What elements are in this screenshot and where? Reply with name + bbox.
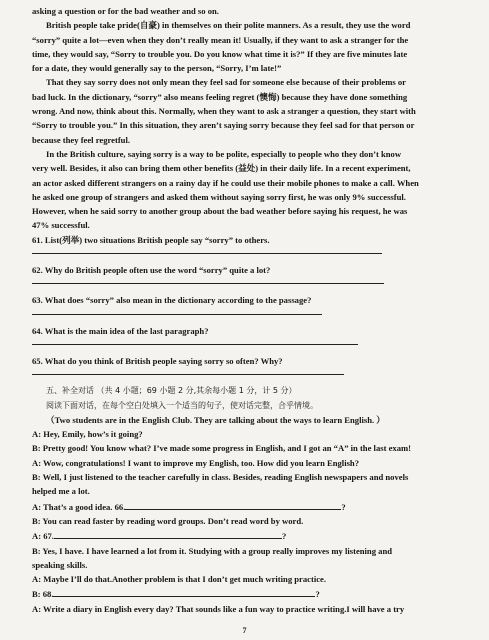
blank-68-suffix: ? [315,589,320,600]
question-64: 64. What is the main idea of the last paragraph? [32,325,209,336]
passage-line: for a date, they would generally say to the person, “Sorry, I’m late!” [32,63,282,74]
dialogue-line: helped me a lot. [32,486,90,497]
page-number: 7 [242,626,247,635]
answer-line-64[interactable] [32,344,358,345]
passage-line: However, when he said sorry to another group about the bad weather before saying his request, he was [32,206,408,217]
passage-line: because they feel regretful. [32,134,131,145]
dialogue-line: A: Maybe I’ll do that.Another problem is that I don’t get much writing practice. [32,574,327,585]
passage-line: wrong. And now, think about this. Normally, when they want to ask a stranger a question, they start with [32,106,416,117]
blank-66[interactable] [125,499,341,510]
passage-line: he asked one group of strangers and asked them without saying sorry first, he was only 9% successful. [32,191,406,202]
answer-line-63[interactable] [32,314,322,315]
dialogue-line: B: Pretty good! You know what? I’ve made some progress in English, and I got an “A” in the last exam! [32,443,412,454]
dialogue-line: A: Wow, congratulations! I want to improve my English, too. How did you learn English? [32,457,360,468]
passage-line: In the British culture, saying sorry is a way to be polite, especially to people who they don’t know [46,148,402,159]
passage [32,4,471,233]
dialogue-line: B: You can read faster by reading word groups. Don’t read word by word. [32,515,304,526]
passage-line: British people take pride(自豪) in themselves on their polite manners. As a result, they use the word [46,20,411,31]
question-63: 63. What does “sorry” also mean in the dictionary according to the passage? [32,295,312,306]
dialogue-blank-66-line [32,499,471,514]
passage-line: asking a question or for the bad weather and so on. [32,6,219,16]
answer-line-65[interactable] [32,374,344,375]
blank-68-prefix: B: 68. [32,589,54,600]
blank-66-suffix: ? [341,501,346,512]
question-65: 65. What do you think of British people saying sorry so often? Why? [32,355,283,366]
dialogue-line: B: Well, I just listened to the teacher carefully in class. Besides, reading English newspapers and novels [32,472,409,483]
dialogue-blank-67-line [32,528,471,543]
blank-68[interactable] [53,586,315,597]
section-instruction: 阅读下面对话，在每个空白处填入一个适当的句子，使对话完整，合乎情境。 [46,400,318,410]
dialogue-line: B: Yes, I have. I have learned a lot from it. Studying with a group really improves my listening and [32,545,393,556]
passage-line: “sorry” quite a lot—even when they don’t really mean it! Usually, if they want to ask a stranger for the [32,34,409,45]
dialogue-line: A: Write a diary in English every day? That sounds like a fun way to practice writing.I will have a try [32,603,405,614]
dialogue-line: speaking skills. [32,559,88,570]
section-heading: 五、补全对话 （共 4 小题；69 小题 2 分,其余每小题 1 分，计 5 分） [46,386,297,396]
section-five [32,384,471,616]
passage-line: “Sorry to trouble you.” In this situation, they aren’t saying sorry because they feel sad for that person or [32,120,415,131]
blank-67[interactable] [54,528,282,539]
dialogue-blank-68-line [32,586,471,601]
blank-67-prefix: A: 67. [32,531,54,542]
question-62: 62. Why do British people often use the word “sorry” quite a lot? [32,265,271,276]
passage-line: bad luck. In the dictionary, “sorry” also means feeling regret (懊悔) because they have done something [32,91,408,102]
passage-line: 47% successful. [32,220,90,231]
passage-line: very well. Besides, it also can bring them other benefits (益处) in their daily life. In a recent experiment, [32,163,411,174]
passage-line: time, they would say, “Sorry to trouble you. Do you know what time it is?” If they are five minutes late [32,48,408,59]
question-61: 61. List(列举) two situations British people say “sorry” to others. [32,234,270,245]
answer-line-61[interactable] [32,253,382,254]
answer-line-62[interactable] [32,283,384,284]
passage-line: That they say sorry does not only mean they feel sad for someone else because of their problems or [46,77,406,88]
passage-line: an actor asked different strangers on a rainy day if he could use their mobile phones to make a call. When [32,177,419,188]
dialogue-context: （Two students are in the English Club. They are talking about the ways to learn English. ） [46,414,385,425]
dialogue-line: A: Hey, Emily, how’s it going? [32,429,143,440]
blank-67-suffix: ? [281,531,287,542]
questions [32,233,471,375]
blank-66-prefix: A: That’s a good idea. 66. [32,501,126,512]
